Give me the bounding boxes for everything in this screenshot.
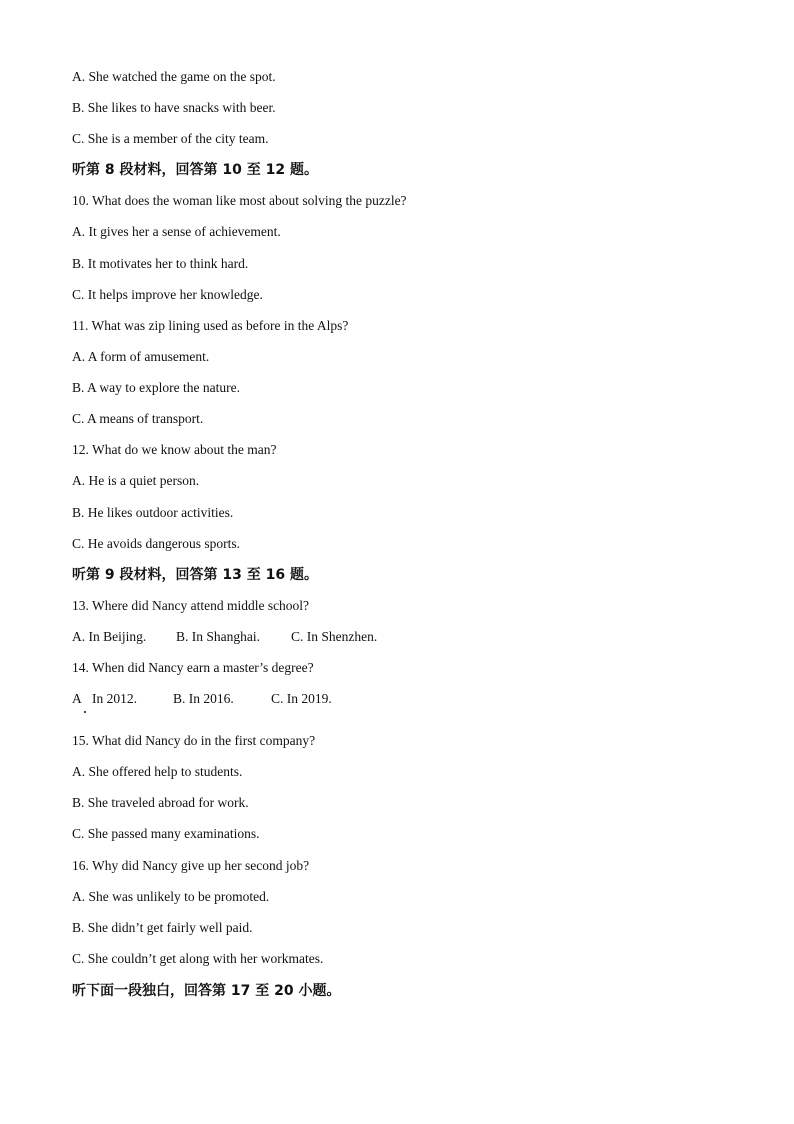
question-text: 16. Why did Nancy give up her second job?: [72, 858, 310, 873]
option-text: C. It helps improve her knowledge.: [72, 287, 263, 302]
stray-dot: [84, 711, 86, 713]
section-heading: 听第 9 段材料，回答第 13 至 16 题。: [72, 567, 318, 583]
option-text: C. In 2019.: [271, 691, 332, 706]
option-text: C. A means of transport.: [72, 411, 204, 426]
option-text: A. She was unlikely to be promoted.: [72, 889, 270, 904]
question-text: 12. What do we know about the man?: [72, 442, 277, 457]
inline-options: [72, 691, 332, 707]
option-text: B. In 2016.: [173, 691, 234, 706]
option-text: C. She passed many examinations.: [72, 826, 260, 841]
option-text: B. She likes to have snacks with beer.: [72, 100, 276, 115]
section-heading: 听第 8 段材料，回答第 10 至 12 题。: [72, 162, 318, 178]
option-text: B. He likes outdoor activities.: [72, 505, 234, 520]
option-text: B. A way to explore the nature.: [72, 380, 240, 395]
option-text: C. She is a member of the city team.: [72, 131, 269, 146]
option-text: A. In Beijing.: [72, 629, 147, 644]
section-heading: 听下面一段独白，回答第 17 至 20 小题。: [72, 983, 341, 999]
option-text: B. It motivates her to think hard.: [72, 256, 249, 271]
question-text: 10. What does the woman like most about solving the puzzle?: [72, 193, 407, 208]
option-text: In 2012.: [92, 691, 137, 706]
question-text: 13. Where did Nancy attend middle school?: [72, 598, 310, 613]
option-text: C. In Shenzhen.: [291, 629, 378, 644]
option-text: A. She offered help to students.: [72, 764, 243, 779]
inline-options: [72, 629, 377, 645]
option-text: A. She watched the game on the spot.: [72, 69, 276, 84]
option-text: C. He avoids dangerous sports.: [72, 536, 240, 551]
option-text: A. It gives her a sense of achievement.: [72, 224, 281, 239]
option-text: B. She traveled abroad for work.: [72, 795, 249, 810]
option-text: B. In Shanghai.: [176, 629, 260, 644]
option-text: B. She didn’t get fairly well paid.: [72, 920, 253, 935]
question-text: 11. What was zip lining used as before in the Alps?: [72, 318, 349, 333]
option-letter: A: [72, 691, 82, 706]
option-text: A. He is a quiet person.: [72, 473, 200, 488]
option-text: C. She couldn’t get along with her workmates.: [72, 951, 324, 966]
question-text: 15. What did Nancy do in the first company?: [72, 733, 316, 748]
question-text: 14. When did Nancy earn a master’s degree?: [72, 660, 314, 675]
option-text: A. A form of amusement.: [72, 349, 210, 364]
